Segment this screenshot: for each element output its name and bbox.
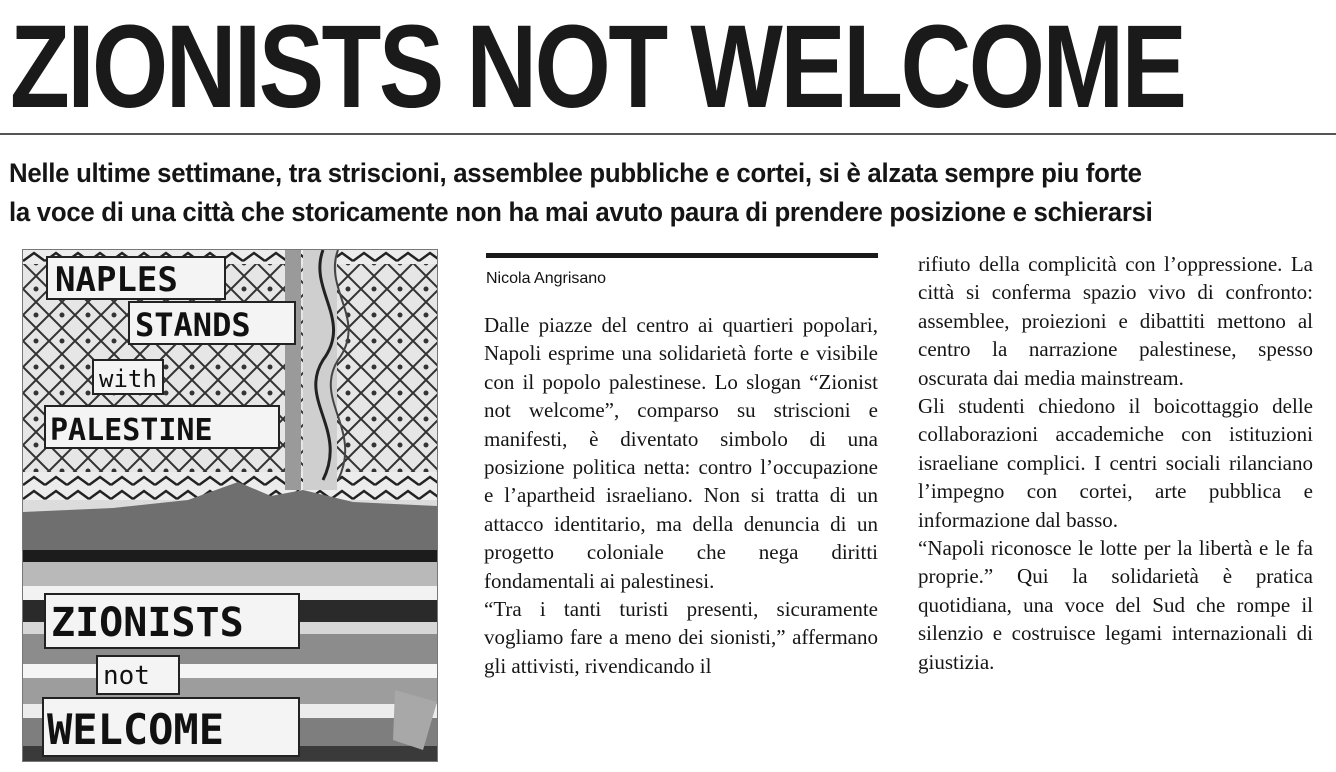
headline-title: ZIONISTS NOT WELCOME xyxy=(10,1,1185,133)
sign-word-welcome: WELCOME xyxy=(47,705,225,754)
sign-word-not: not xyxy=(103,661,150,691)
article-paragraph: rifiuto della complicità con l’oppressione. La città si conferma spazio vivo di confronto: assemblee, proiezioni e dibattiti mettono al centro la narrazione palestinese, spesso oscurata dai media mainstream. xyxy=(918,252,1313,390)
article-paragraph: “Napoli riconosce le lotte per la libertà e le fa proprie.” Qui la solidarietà è pratica quotidiana, una voce del Sud che rompe il silenzio e costruisce legami internazionali di giustizia. xyxy=(918,536,1313,674)
sign-word-zionists: ZIONISTS xyxy=(51,600,244,646)
subheadline-line-2: la voce di una città che storicamente non ha mai avuto paura di prendere posizione e schierarsi xyxy=(9,197,1153,227)
sign-word-palestine: PALESTINE xyxy=(50,413,213,448)
headline-rule xyxy=(0,133,1336,135)
subheadline xyxy=(9,154,1329,232)
subheadline-line-1: Nelle ultime settimane, tra striscioni, assemblee pubbliche e cortei, si è alzata sempre piu forte xyxy=(9,158,1142,188)
sign-word-stands: STANDS xyxy=(135,306,251,344)
byline-author: Nicola Angrisano xyxy=(486,270,607,287)
article-column-2 xyxy=(918,250,1313,676)
article-paragraph: Dalle piazze del centro ai quartieri popolari, Napoli esprime una solidarietà forte e visibile con il popolo palestinese. Lo slogan “Zionist not welcome”, comparso su striscioni e manifesti, è diventato simbolo di una posizione politica netta: contro l’occupazione e l’apartheid israeliano. Non si tratta di un attacco identitario, ma della denuncia di un progetto coloniale che nega diritti fondamentali ai palestinesi. xyxy=(484,313,878,593)
byline-rule xyxy=(486,253,878,258)
sign-word-with: with xyxy=(99,365,157,393)
article-paragraph: Gli studenti chiedono il boicottaggio delle collaborazioni accademiche con istituzioni israeliane complici. I centri sociali rilanciano l’impegno con cortei, arte pubblica e informazione dal basso. xyxy=(918,394,1313,532)
article-paragraph: “Tra i tanti turisti presenti, sicuramente vogliamo fare a meno dei sionisti,” affermano gli attivisti, rivendicando il xyxy=(484,597,878,678)
article-photo xyxy=(22,249,438,762)
sign-word-naples: NAPLES xyxy=(55,260,178,300)
headline-banner xyxy=(0,0,1336,136)
article-column-1 xyxy=(484,311,878,680)
